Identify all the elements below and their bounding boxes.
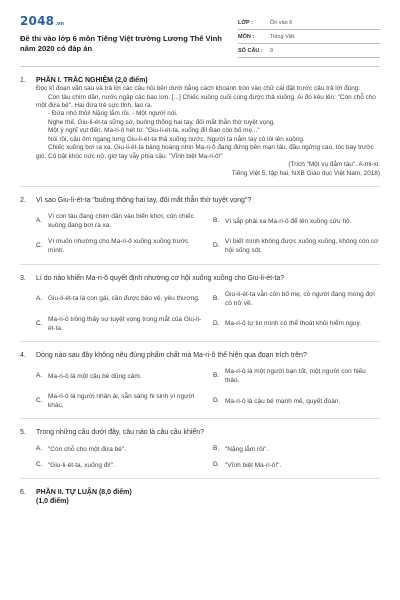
question-text: Trong những câu dưới đây, câu nào là câu cầu khiến? bbox=[36, 429, 205, 437]
option-key: D. bbox=[213, 397, 220, 405]
option-d[interactable] bbox=[213, 392, 380, 410]
question-divider bbox=[20, 418, 380, 419]
option-text: "Giu-li-ét-ta, xuống đi!". bbox=[48, 461, 115, 469]
meta-row-class bbox=[238, 16, 380, 30]
passage-paragraph: Một ý nghĩ vụt đến, Ma-ri-ô hét to: "Giu-li-ét-ta, xuống đi! Bạn còn bố mẹ..." bbox=[48, 127, 260, 135]
meta-label: SỐ CÂU : bbox=[238, 47, 263, 54]
passage-paragraph: Chiếc xuồng bơi ra xa. Giu-li-ét-ta bàng hoàng nhìn Ma-ri-ô đang đứng bên mạn tàu, đầu ngửng cao, tóc bay trước gió. Cô bật khóc nức nở, giơ tay vẫy phía cậu: "Vĩnh biệt Ma-ri-ô!" bbox=[36, 144, 374, 160]
meta-value: 9 bbox=[270, 47, 274, 54]
passage-paragraph: Con tàu chìm dần, nước ngập các bao lơn. [...] Chiếc xuồng cuối cùng được thả xuống. Ai đó kêu lên: "Còn chỗ cho một đứa bé". Hai đứa trẻ sực tỉnh, lao ra. bbox=[36, 93, 376, 109]
option-c[interactable] bbox=[36, 237, 203, 255]
reading-passage bbox=[36, 85, 380, 178]
option-key: B. bbox=[213, 444, 220, 452]
option-key: C. bbox=[36, 397, 43, 405]
passage-paragraph: Nói rồi, cậu ôm ngang lưng Giu-li-ét-ta thả xuống nước. Người ta nắm tay cô lôi lên xuồng. bbox=[48, 135, 305, 143]
section-heading: PHẦN I. TRẮC NGHIỆM (2,0 điểm) bbox=[36, 77, 148, 84]
option-text: Vì con tàu đang chìm dần vào biển khơi, còn chiếc xuồng đang bơi ra xa. bbox=[48, 213, 194, 230]
option-key: A. bbox=[36, 371, 43, 379]
question-divider bbox=[20, 186, 380, 187]
option-text: Giu-li-ét-ta vẫn còn bố mẹ, có người đang mong đợi cô trở về. bbox=[225, 290, 375, 307]
option-key: C. bbox=[36, 461, 43, 468]
header-divider bbox=[20, 66, 380, 67]
logo-text: 2048 bbox=[20, 14, 55, 28]
option-text: Ma-ri-ô tự tin mình có thể thoát khỏi hiểm nguy. bbox=[225, 320, 362, 328]
option-text: Vì muốn nhường cho Ma-ri-ô xuống xuồng trước mình. bbox=[48, 238, 189, 255]
option-text: "Vĩnh biệt Ma-ri-ô!". bbox=[225, 461, 282, 469]
option-text: Ma-ri-ô là một người bạn tốt, một người con hiếu thảo. bbox=[225, 368, 366, 385]
meta-label: LỚP : bbox=[238, 19, 253, 26]
question-text: Lí do nào khiến Ma-ri-ô quyết định nhường cơ hội xuống xuồng cho Giu-li-ét-ta? bbox=[36, 274, 285, 282]
option-key: A. bbox=[36, 444, 43, 452]
option-a[interactable] bbox=[36, 212, 203, 230]
meta-label: MÔN : bbox=[238, 33, 255, 40]
passage-paragraph: Nghe thế, Giu-li-ét-ta sững sờ, buông thõng hai tay, đôi mắt thẫn thờ tuyệt vọng. bbox=[48, 118, 276, 126]
question-divider bbox=[20, 478, 380, 479]
option-a[interactable] bbox=[36, 367, 203, 385]
option-key: D. bbox=[213, 461, 220, 468]
passage-source: Tiếng Việt 5, tập hai, NXB Giáo dục Việt Nam, 2018) bbox=[231, 169, 380, 177]
option-a[interactable] bbox=[36, 445, 203, 454]
answer-options bbox=[36, 212, 380, 255]
question-6 bbox=[20, 488, 380, 506]
option-text: Ma-ri-ô là người nhân ái, sẵn sàng hi sinh vì người khác. bbox=[48, 393, 195, 410]
points-label: (1,0 điểm) bbox=[36, 497, 69, 505]
question-body bbox=[36, 196, 380, 255]
option-key: C. bbox=[36, 242, 43, 250]
option-c[interactable] bbox=[36, 392, 203, 410]
option-b[interactable] bbox=[213, 212, 380, 230]
option-key: A. bbox=[36, 294, 43, 302]
option-key: B. bbox=[213, 294, 220, 302]
site-logo[interactable] bbox=[20, 14, 238, 30]
question-number: 3. bbox=[20, 274, 26, 282]
option-text: Vì biết mình không được xuống xuồng, không còn cơ hội sống sót. bbox=[225, 238, 379, 255]
question-body bbox=[36, 428, 380, 469]
option-text: Ma-ri-ô trông thấy sự tuyệt vọng trong mắt của Giu-li-ét-ta. bbox=[48, 315, 202, 332]
question-number: 4. bbox=[20, 352, 26, 360]
question-5 bbox=[20, 428, 380, 469]
meta-value: Ôn vào 6 bbox=[270, 19, 293, 26]
option-text: Ma-ri-ô là một cậu bé dũng cảm. bbox=[48, 372, 142, 380]
question-number: 6. bbox=[20, 488, 26, 496]
option-b[interactable] bbox=[213, 290, 380, 308]
header-left bbox=[20, 14, 238, 54]
option-key: D. bbox=[213, 242, 220, 250]
option-text: "Nặng lắm rồi". bbox=[225, 445, 269, 453]
meta-value: Tiếng Việt bbox=[270, 33, 295, 40]
option-key: B. bbox=[213, 371, 220, 379]
option-b[interactable] bbox=[213, 367, 380, 385]
option-key: A. bbox=[36, 217, 43, 225]
option-d[interactable] bbox=[213, 315, 380, 333]
document-title: Đề thi vào lớp 6 môn Tiếng Việt trường Lương Thế Vinh năm 2020 có đáp án bbox=[20, 33, 222, 53]
section-heading: PHẦN II. TỰ LUẬN (8,0 điểm) bbox=[36, 488, 132, 496]
option-text: Vì sắp phải xa Ma-ri-ô để lên xuồng cứu hộ. bbox=[225, 217, 352, 225]
question-2 bbox=[20, 196, 380, 255]
question-divider bbox=[20, 264, 380, 265]
passage-paragraph: - Đứa nhỏ thôi! Nặng lắm rồi. - Một người nói. bbox=[48, 110, 178, 118]
logo-suffix: .vn bbox=[55, 21, 64, 27]
meta-table bbox=[238, 16, 380, 58]
question-body bbox=[36, 488, 380, 506]
question-body bbox=[36, 351, 380, 410]
question-3 bbox=[20, 274, 380, 333]
question-1 bbox=[20, 76, 380, 178]
answer-options bbox=[36, 367, 380, 410]
option-text: Ma-ri-ô là cậu bé mạnh mẽ, quyết đoán. bbox=[225, 397, 341, 405]
option-key: C. bbox=[36, 319, 43, 327]
option-key: D. bbox=[213, 319, 220, 327]
option-d[interactable] bbox=[213, 237, 380, 255]
passage-source: (Trích "Một vụ đắm tàu", A-mi-xi. bbox=[288, 161, 380, 169]
question-body bbox=[36, 274, 380, 333]
question-divider bbox=[20, 341, 380, 342]
option-text: Giu-li-ét-ta là con gái, cần được bảo vệ, yêu thương. bbox=[48, 295, 200, 303]
meta-row-count bbox=[238, 44, 380, 58]
question-number: 5. bbox=[20, 429, 26, 437]
meta-row-subject bbox=[238, 30, 380, 44]
question-number: 1. bbox=[20, 77, 26, 84]
option-key: B. bbox=[213, 217, 220, 225]
question-number: 2. bbox=[20, 197, 26, 205]
option-c[interactable] bbox=[36, 461, 203, 470]
option-b[interactable] bbox=[213, 445, 380, 454]
document-header bbox=[20, 14, 380, 58]
instruction-text: Đọc kĩ đoạn văn sau và trả lời các câu hỏi bên dưới bằng cách khoanh tròn vào chữ cái đặt trước câu trả lời đúng: bbox=[36, 85, 361, 93]
question-body bbox=[36, 76, 380, 178]
question-text: Vì sao Giu-li-ét-ta "buông thõng hai tay, đôi mắt thẫn thờ tuyệt vọng"? bbox=[36, 197, 252, 205]
option-a[interactable] bbox=[36, 290, 203, 308]
answer-options bbox=[36, 445, 380, 470]
question-text: Dòng nào sau đây không nêu đúng phẩm chất mà Ma-ri-ô thể hiện qua đoạn trích trên? bbox=[36, 352, 307, 360]
option-c[interactable] bbox=[36, 315, 203, 333]
answer-options bbox=[36, 290, 380, 333]
option-text: "Còn chỗ cho một đứa bé". bbox=[48, 445, 126, 453]
question-4 bbox=[20, 351, 380, 410]
option-d[interactable] bbox=[213, 461, 380, 470]
